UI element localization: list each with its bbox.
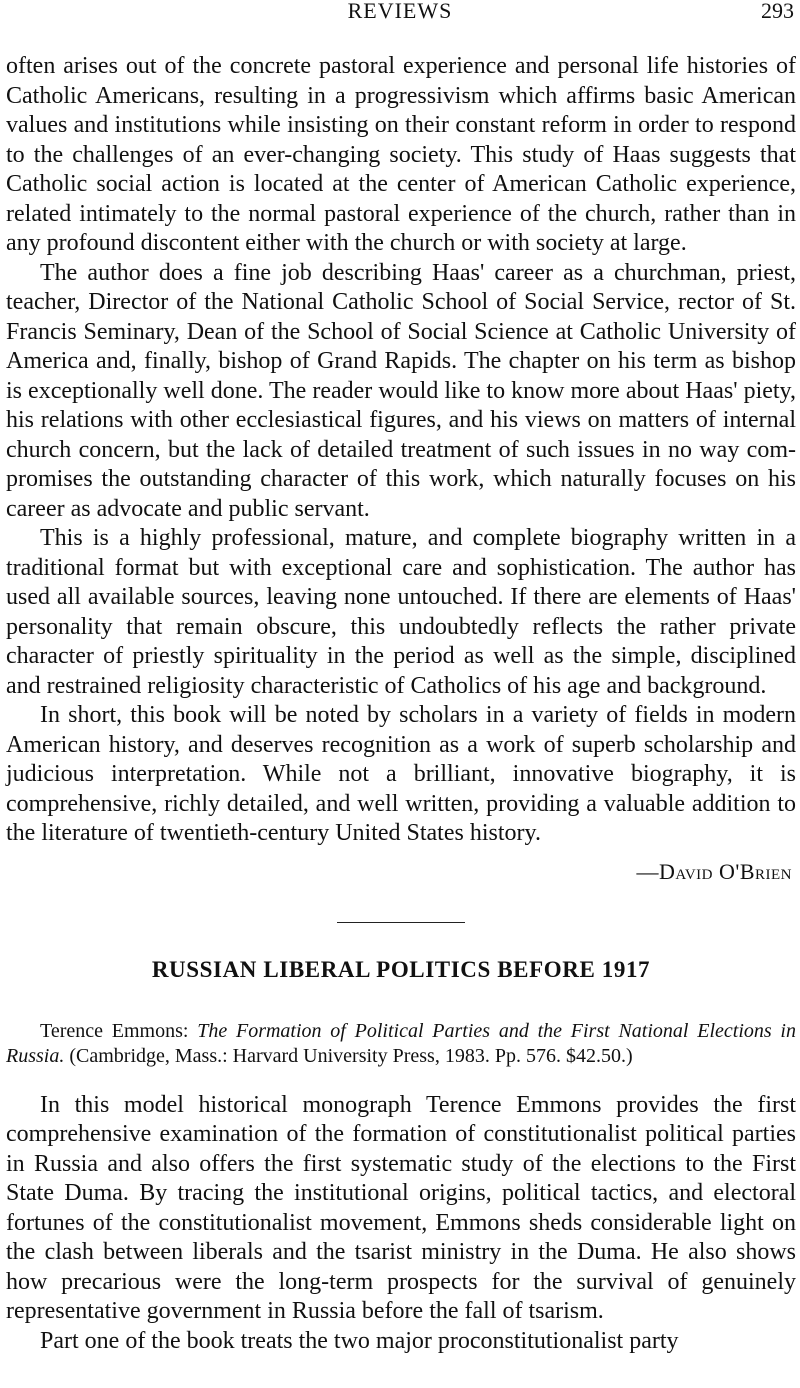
running-title: REVIEWS (347, 0, 453, 23)
paragraph: In this model historical monograph Terence Emmons provides the first comprehensive examination of the formation of constitutionalist political parties in Russia and also offers the first systematic study of the elections to the First State Duma. By tracing the institutional origins, political tactics, and electoral fortunes of the constitutionalist movement, Emmons sheds considerable light on the clash between liberals and the tsarist ministry in the Duma. He also shows how precarious were the long-term prospects for the survival of genuinely representative government in Russia before the fall of tsarism. (6, 1091, 796, 1324)
paragraph: The author does a fine job describing Haas' career as a churchman, priest, teacher, Director of the National Catholic School of Social Service, rector of St. Francis Seminary, Dean of the School of Social Science at Catholic University of America and, finally, bishop of Grand Rapids. The chapter on his term as bishop is exceptionally well done. The reader would like to know more about Haas' piety, his relations with other ecclesiastical figures, and his views on matters of internal church concern, but the lack of detailed treatment of such issues in no way compromises the outstanding character of this work, which naturally focuses on his career as advocate and public servant. (6, 259, 796, 522)
review-russian-liberal-politics (6, 955, 796, 1356)
review-haas-continued (6, 52, 796, 886)
review-heading: RUSSIAN LIBERAL POLITICS BEFORE 1917 (151, 957, 651, 982)
running-header (0, 0, 800, 28)
book-citation (6, 1019, 796, 1069)
page-number: 293 (761, 0, 794, 23)
page-body (6, 52, 796, 1356)
paragraph: This is a highly professional, mature, and complete biography written in a traditional format but with exceptional care and sophistication. The author has used all available sources, leaving none untouched. If there are elements of Haas' personality that remain obscure, this undoubtedly reflects the rather private character of priestly spirituality in the period as well as the simple, disciplined and restrained religiosity characteristic of Catholics of his age and background. (6, 525, 796, 699)
citation-author: Terence Emmons: (40, 1019, 198, 1042)
reviewer-name: David O'Brien (659, 858, 792, 884)
paragraph: Part one of the book treats the two major proconstitutionalist party (40, 1327, 679, 1354)
section-divider (337, 922, 465, 923)
citation-publication: (Cambridge, Mass.: Harvard University Press, 1983. Pp. 576. $42.50.) (64, 1044, 633, 1067)
paragraph: often arises out of the concrete pastoral experience and personal life histories of Catholic Americans, resulting in a progressivism which affirms basic American values and institutions while insisting on their constant reform in order to respond to the challenges of an ever-changing society. This study of Haas suggests that Catholic social action is located at the center of American Catholic experience, related intimately to the normal pastoral experience of the church, rather than in any profound discontent either with the church or with society at large. (6, 53, 796, 256)
citation-title: The Formation of Political Parties and the First National Elections in Russia. (6, 1019, 796, 1067)
paragraph: In short, this book will be noted by scholars in a variety of fields in modern American history, and deserves recognition as a work of superb scholarship and judicious interpretation. While not a brilliant, innovative biography, it is comprehensive, richly detailed, and well written, providing a valuable addition to the literature of twentieth-century United States history. (6, 702, 796, 846)
reviewer-signature (6, 857, 792, 887)
review-text (6, 1091, 796, 1357)
signature-dash: — (636, 858, 660, 884)
